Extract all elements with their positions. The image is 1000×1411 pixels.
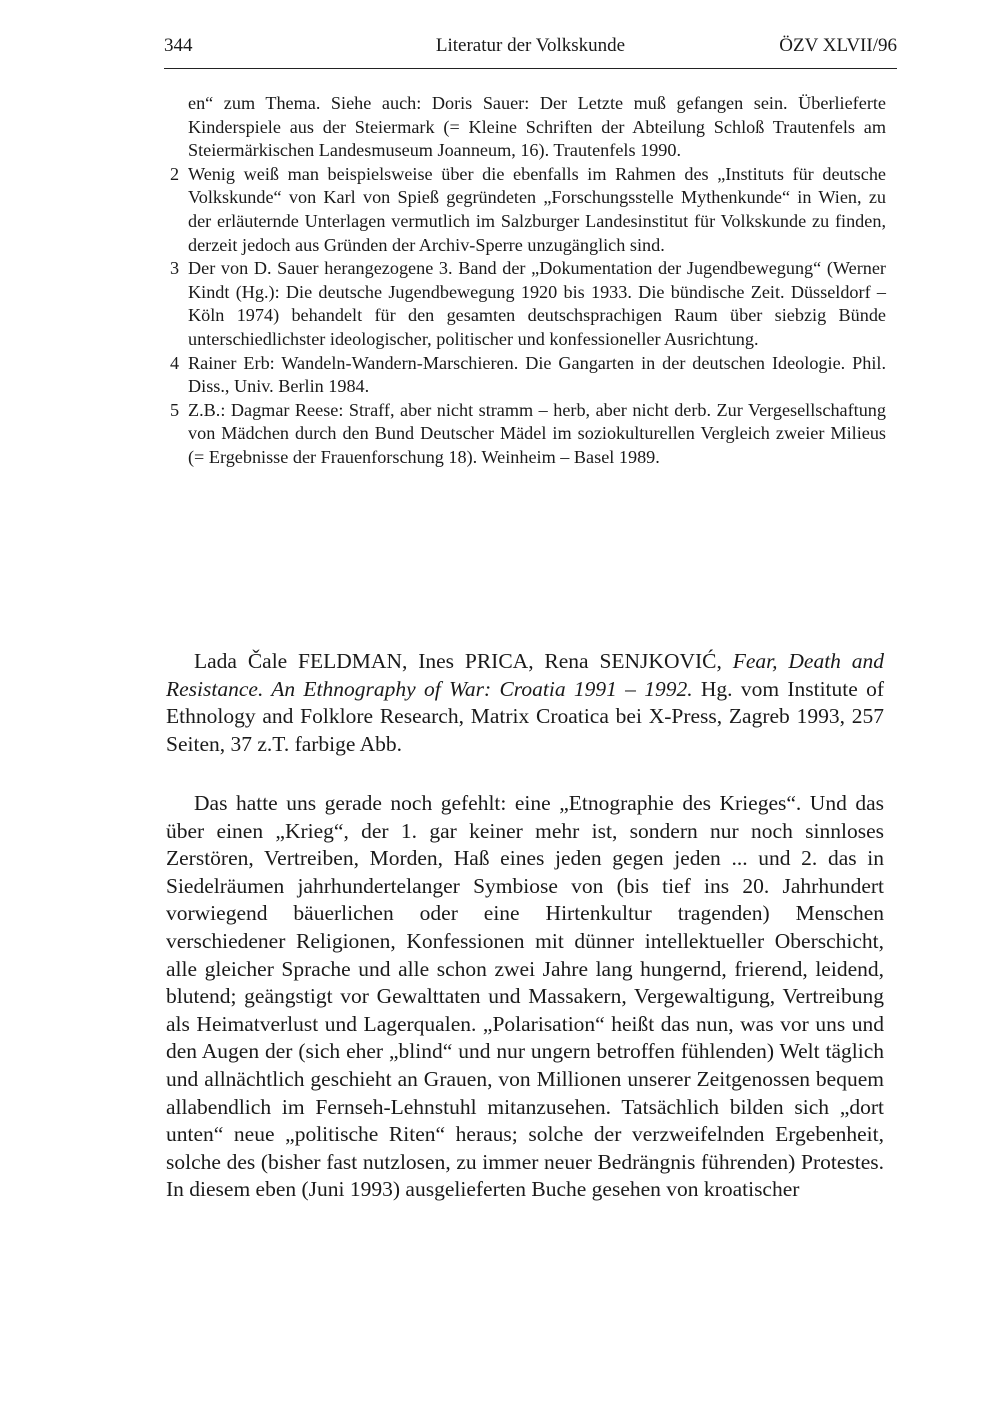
review-authors: Lada Čale FELDMAN, Ines PRICA, Rena SENJKOVIĆ, (194, 649, 722, 673)
review-body (166, 790, 884, 1204)
review-publication-info: Hg. vom Institute of Ethnology and Folklore Research, Matrix Croatica bei X-Press, Zagreb 1993, 257 Seiten, 37 z.T. farbige Abb. (166, 676, 884, 756)
footnote-continued (188, 92, 886, 163)
footnotes (170, 92, 886, 470)
page-number: 344 (164, 35, 193, 56)
footnote-number: 3 (170, 258, 180, 279)
journal-reference: ÖZV XLVII/96 (779, 35, 897, 56)
footnote-5 (170, 399, 886, 470)
review-book-title: Fear, Death and Resistance. An Ethnography of War: Croatia 1991 – 1992. (166, 649, 885, 701)
footnote-number: 2 (170, 163, 180, 184)
review-citation (166, 648, 884, 758)
footnote-number: 5 (170, 399, 180, 420)
footnote-text: Der von D. Sauer herangezogene 3. Band der „Dokumentation der Jugendbewegung“ (Werner Kindt (Hg.): Die deutsche Jugendbewegung 1920 bis 1933. Die bündische Zeit. Düsseldorf – Köln 1974) behandelt für den gesamten deutschsprachigen Raum über siebzig Bünde unterschiedlichster ideologischer, politischer und konfessioneller Ausrichtung. (188, 258, 886, 349)
footnote-text: Z.B.: Dagmar Reese: Straff, aber nicht stramm – herb, aber nicht derb. Zur Vergesellschaftung von Mädchen durch den Bund Deutscher Mädel im soziokulturellen Vergleich zweier Milieus (= Ergebnisse der Frauenforschung 18). Weinheim – Basel 1989. (188, 399, 886, 467)
header-rule (164, 68, 897, 69)
running-title: Literatur der Volkskunde (435, 35, 626, 56)
footnote-text: en“ zum Thema. Siehe auch: Doris Sauer: Der Letzte muß gefangen sein. Überlieferte Kinderspiele aus der Steiermark (= Kleine Schriften der Abteilung Schloß Trautenfels am Steiermärkischen Landesmuseum Joanneum, 16). Trautenfels 1990. (188, 93, 886, 161)
footnote-2 (170, 163, 886, 257)
footnote-number: 4 (170, 352, 180, 373)
footnote-3 (170, 257, 886, 351)
review-body-text: Das hatte uns gerade noch gefehlt: eine „Etnographie des Krieges“. Und das über einen „Krieg“, der 1. gar keiner mehr ist, sondern nur noch sinnloses Zerstören, Vertreiben, Morden, Haß eines jeden gegen jeden ... und 2. das in Siedelräumen jahrhundertelanger Symbiose von (bis tief ins 20. Jahrhundert vorwiegend bäuerlichen oder eine Hirtenkultur tragenden) Menschen verschiedener Religionen, Konfessionen mit dünner intellektueller Oberschicht, alle gleicher Sprache und alle schon zwei Jahre lang hungernd, frierend, leidend, blutend; geängstigt vor Gewalttaten und Massakern, Vergewaltigung, Vertreibung als Heimatverlust und Lagerqualen. „Polarisation“ heißt das nun, was vor uns und den Augen der (sich eher „blind“ und nur ungern betroffen fühlenden) Welt täglich und allnächtlich geschieht an Grauen, von Millionen unserer Zeitgenossen bequem allabendlich im Fernseh-Lehnstuhl mitanzusehen. Tatsächlich bilden sich „dort unten“ neue „politische Riten“ heraus; solche der verzweifelnden Ergebenheit, solche des (bisher fast nutzlosen, zu immer neuer Bedrängnis führenden) Protestes. In diesem eben (Juni 1993) ausgelieferten Buche gesehen von kroatischer (166, 791, 884, 1202)
footnote-text: Rainer Erb: Wandeln-Wandern-Marschieren. Die Gangarten in der deutschen Ideologie. Phil. Diss., Univ. Berlin 1984. (188, 352, 886, 397)
page-header (164, 34, 897, 58)
footnote-4 (170, 352, 886, 399)
footnote-text: Wenig weiß man beispielsweise über die ebenfalls im Rahmen des „Instituts für deutsche Volkskunde“ von Karl von Spieß gegründeten „Forschungsstelle Mythenkunde“ in Wien, zu der erläuternde Unterlagen vermutlich im Salzburger Landesinstitut für Volkskunde zu finden, derzeit jedoch aus Gründen der Archiv-Sperre unzugänglich sind. (188, 163, 886, 255)
